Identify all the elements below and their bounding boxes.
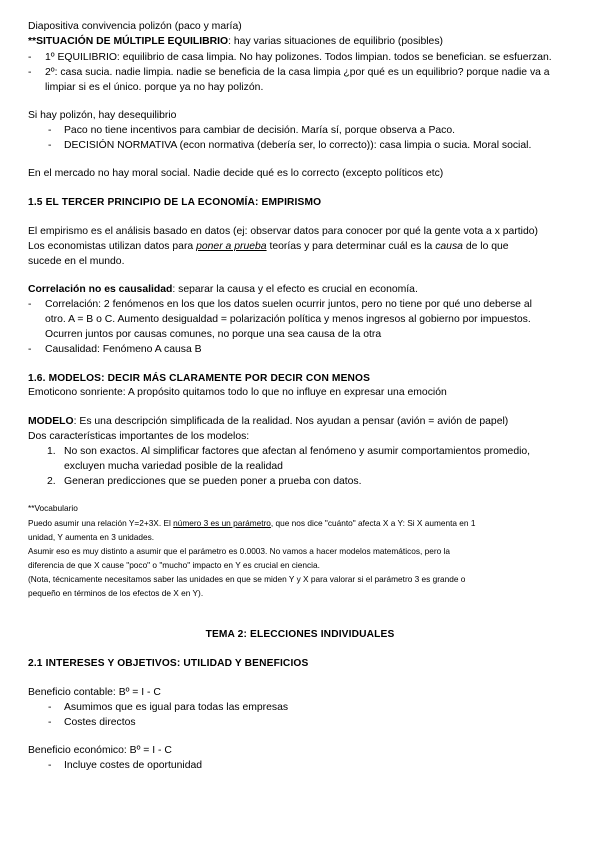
vocab-line-4: diferencia de que X cause "poco" o "mucho" impacto en Y es crucial en ciencia.	[28, 560, 320, 570]
bullet-second-equilibrium-cont: limpiar si es el único. porque ya no hay polizón.	[45, 82, 264, 93]
text-segment: de lo que	[462, 241, 509, 252]
list-number: 2.	[47, 476, 56, 487]
bullet-normative: DECISIÓN NORMATIVA (econ normativa (debería ser, lo correcto)): casa limpia o sucia. Moral social.	[64, 140, 532, 151]
bullet-paco: Paco no tiene incentivos para cambiar de decisión. María sí, porque observa a Paco.	[64, 125, 456, 136]
bullet-dash: -	[28, 52, 32, 63]
equilibrium-heading: **SITUACIÓN DE MÚLTIPLE EQUILIBRIO	[28, 36, 229, 47]
heading-2-1: 2.1 INTERESES Y OBJETIVOS: UTILIDAD Y BENEFICIOS	[28, 658, 309, 669]
bullet-correlation-cont2: Ocurren juntos por causas comunes, no porque una sea causa de la otra	[45, 329, 382, 340]
slide-title: Diapositiva convivencia polizón (paco y maría)	[28, 21, 242, 32]
text-market: En el mercado no hay moral social. Nadie decide qué es lo correcto (excepto políticos etc)	[28, 168, 444, 179]
correlation-line	[28, 283, 418, 297]
bullet-second-equilibrium: 2º: casa sucia. nadie limpia. nadie se beneficia de la casa limpia ¿por qué es un equilibrio? porque nadie va a	[45, 67, 550, 78]
list-item-1: No son exactos. Al simplificar factores que afectan al fenómeno y asumir comportamientos promedio,	[64, 446, 531, 457]
equilibrium-heading-text: : hay varias situaciones de equilibrio (posibles)	[228, 36, 443, 47]
bullet-dash: -	[48, 760, 52, 771]
bullet-dash: -	[28, 344, 32, 355]
modelo-text: : Es una descripción simplificada de la realidad. Nos ayudan a pensar (avión = avión de papel)	[73, 416, 509, 427]
equilibrium-heading-line	[28, 35, 443, 49]
bullet-dash: -	[48, 717, 52, 728]
text-segment: Los economistas utilizan datos para	[28, 241, 197, 252]
vocab-line-3: Asumir eso es muy distinto a asumir que el parámetro es 0.0003. No vamos a hacer modelos matemáticos, pero la	[28, 546, 450, 556]
list-item-2: Generan predicciones que se pueden poner a prueba con datos.	[64, 476, 362, 487]
bullet-costes-oportunidad: Incluye costes de oportunidad	[64, 760, 203, 771]
vocab-line-2: unidad, Y aumenta en 3 unidades.	[28, 532, 155, 542]
text-beneficio-economico: Beneficio económico: Bº = I - C	[28, 745, 172, 756]
bullet-dash: -	[48, 702, 52, 713]
vocab-line-5: (Nota, técnicamente necesitamos saber las unidades en que se miden Y y X para valorar si el parámetro 3 es grande o	[28, 574, 466, 584]
modelo-line	[28, 415, 508, 429]
text-economists-cont: sucede en el mundo.	[28, 256, 125, 267]
text-empirismo: El empirismo es el análisis basado en datos (ej: observar datos para conocer por qué la gente vota a x partido)	[28, 226, 539, 237]
text-segment: teorías y para determinar cuál es la	[266, 241, 436, 252]
text-polizon: Si hay polizón, hay desequilibrio	[28, 110, 177, 121]
text-beneficio-contable: Beneficio contable: Bº = I - C	[28, 687, 161, 698]
list-item-1-cont: excluyen mucha variedad posible de la realidad	[64, 461, 283, 472]
emphasis-causa: causa	[435, 241, 463, 252]
tema-2-title: TEMA 2: ELECCIONES INDIVIDUALES	[205, 629, 395, 640]
text-segment: , que nos dice "cuánto" afecta X a Y: Si X aumenta en 1	[270, 518, 476, 528]
list-number: 1.	[47, 446, 56, 457]
correlation-text: : separar la causa y el efecto es crucial en economía.	[172, 284, 418, 295]
vocab-title: **Vocabulario	[28, 503, 78, 513]
bullet-correlation: Correlación: 2 fenómenos en los que los datos suelen ocurrir juntos, pero no tiene por qué uno deberse al	[45, 299, 532, 310]
modelo-term: MODELO	[28, 416, 74, 427]
emphasis-parametro: número 3 es un parámetro	[173, 518, 271, 528]
bullet-correlation-cont: otro. A = B o C. Aumento desigualdad = polarización política y menos ingresos al gobierno por impuestos.	[45, 314, 531, 325]
bullet-first-equilibrium: 1º EQUILIBRIO: equilibrio de casa limpia. No hay polizones. Todos limpian. todos se benefician. se esfuerzan.	[45, 52, 552, 63]
bullet-dash: -	[48, 140, 52, 151]
bullet-asumimos: Asumimos que es igual para todas las empresas	[64, 702, 289, 713]
text-emoticon: Emoticono sonriente: A propósito quitamos todo lo que no influye en expresar una emoción	[28, 387, 447, 398]
emphasis-poner-a-prueba: poner a prueba	[196, 241, 267, 252]
bullet-dash: -	[28, 299, 32, 310]
text-economists	[28, 240, 509, 254]
text-characteristics: Dos características importantes de los modelos:	[28, 431, 250, 442]
bullet-costes-directos: Costes directos	[64, 717, 136, 728]
correlation-term: Correlación no es causalidad	[28, 284, 173, 295]
bullet-causality: Causalidad: Fenómeno A causa B	[45, 344, 202, 355]
vocab-line-1	[28, 517, 475, 529]
bullet-dash: -	[48, 125, 52, 136]
vocab-line-6: pequeño en términos de los efectos de X en Y).	[28, 588, 204, 598]
text-segment: Puedo asumir una relación Y=2+3X. El	[28, 518, 174, 528]
heading-1-6: 1.6. MODELOS: DECIR MÁS CLARAMENTE POR DECIR CON MENOS	[28, 373, 371, 384]
bullet-dash: -	[28, 67, 32, 78]
heading-1-5: 1.5 EL TERCER PRINCIPIO DE LA ECONOMÍA: EMPIRISMO	[28, 197, 322, 208]
